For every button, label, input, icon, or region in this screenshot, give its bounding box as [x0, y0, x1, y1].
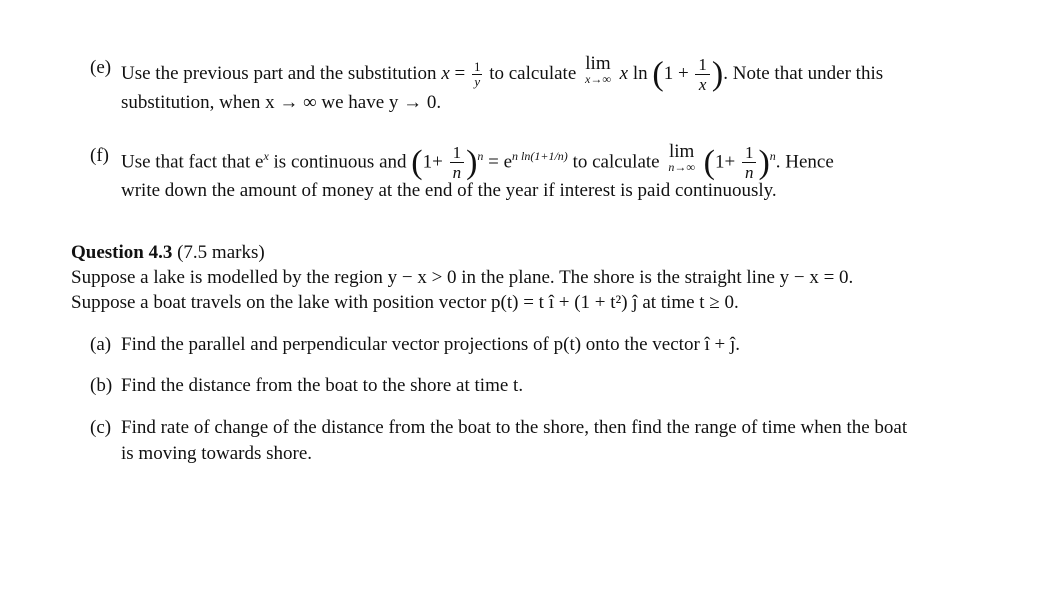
question-intro-2: Suppose a boat travels on the lake with position vector p(t) = t î + (1 + t²) ĵ at time t ≥ 0. [71, 292, 739, 313]
part-e-expr-x: x [619, 62, 629, 84]
question-number: Question 4.3 [71, 242, 173, 263]
part-f-paren-close: ) [466, 143, 478, 181]
part-c-text-line2: is moving towards shore. [121, 443, 313, 464]
part-f-pow-n: n [477, 149, 484, 163]
part-f-limit: lim n→∞ [668, 141, 695, 174]
part-a-text: Find the parallel and perpendicular vector projections of p(t) onto the vector î + ĵ. [121, 334, 741, 355]
question-intro-1: Suppose a lake is modelled by the region y − x > 0 in the plane. The shore is the straight line y − x = 0. [71, 267, 854, 288]
part-e-line2: substitution, when x → ∞ we have y → 0. [121, 92, 442, 113]
part-f-fraction2: $\frac{1}{n}$ [742, 143, 757, 182]
part-f-paren2-open: ( [703, 143, 715, 181]
part-e-eq: = [454, 62, 466, 84]
part-e-line1 [121, 55, 883, 94]
part-f-eq-e: = e [488, 151, 513, 173]
part-e-one-plus: 1 + [663, 62, 689, 84]
part-c-text: Find rate of change of the distance from the boat to the shore, then find the range of time when the boat [121, 417, 908, 438]
part-e-text-c: . Note that under this [723, 62, 884, 84]
part-f-sup-x: x [263, 149, 269, 163]
part-f-paren-open: ( [411, 143, 423, 181]
part-f-label: (f) [90, 145, 109, 166]
part-e-fraction: $\frac{1}{y}$ [473, 59, 481, 89]
part-f-one-plus: 1+ [422, 151, 443, 173]
part-f-text-c: to calculate [572, 151, 660, 173]
part-e-text-a: Use the previous part and the substitution [121, 62, 437, 84]
part-e-limit: lim x→∞ [585, 53, 611, 86]
part-e-inner-fraction: $\frac{1}{x}$ [695, 55, 710, 94]
part-b-label: (b) [90, 375, 113, 396]
part-f-text-d: . Hence [775, 151, 834, 173]
part-e-paren-close: ) [711, 55, 724, 93]
part-a-label: (a) [90, 334, 112, 355]
part-e-var-x: x [441, 62, 450, 84]
part-f-line1 [121, 143, 834, 182]
part-e-text-b: to calculate [489, 62, 577, 84]
part-e-label: (e) [90, 57, 112, 78]
part-f-one-plus2: 1+ [714, 151, 736, 173]
part-b-text: Find the distance from the boat to the shore at time t. [121, 375, 524, 396]
part-f-exponent: n ln(1+1/n) [512, 149, 568, 163]
part-c-label: (c) [90, 417, 112, 438]
question-marks: (7.5 marks) [177, 242, 265, 263]
part-f-pow2-n: n [769, 149, 776, 163]
part-f-line2: write down the amount of money at the end of the year if interest is paid continuously. [121, 180, 777, 201]
part-f-text-a: Use that fact that e [121, 151, 264, 173]
part-f-paren2-close: ) [758, 143, 770, 181]
part-f-text-b: is continuous and [273, 151, 407, 173]
question-title [71, 240, 265, 266]
part-e-ln: ln [632, 62, 648, 84]
part-f-fraction: $\frac{1}{n}$ [450, 143, 465, 182]
part-e-paren-open: ( [652, 55, 664, 93]
